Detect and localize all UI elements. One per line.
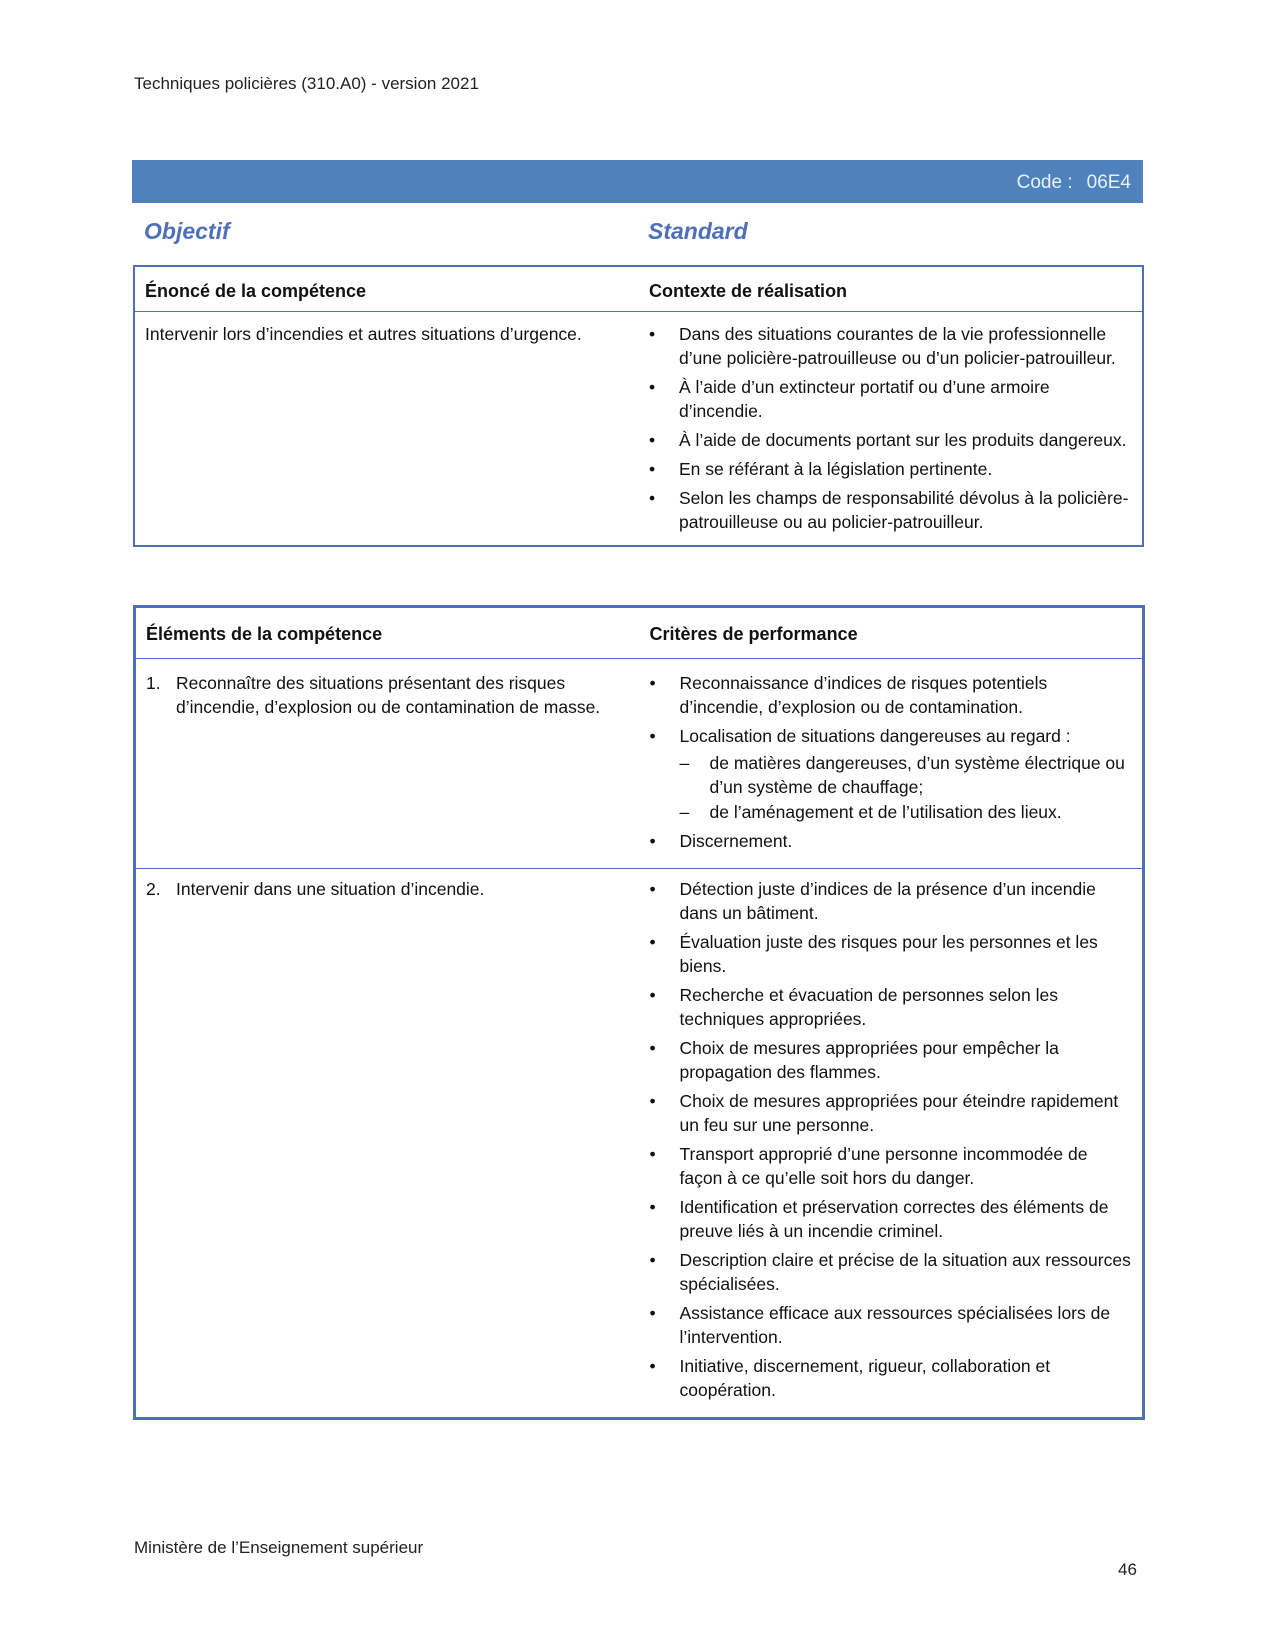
criterion-item: • Identification et préservation correctes des éléments de preuve liés à un incendie criminel. (650, 1195, 1133, 1243)
criterion-item: • Reconnaissance d’indices de risques potentiels d’incendie, d’explosion ou de contamination. (650, 671, 1133, 719)
criterion-text: Localisation de situations dangereuses au regard : (679, 726, 1071, 746)
element-item (146, 877, 630, 901)
elements-heading: Éléments de la compétence (135, 607, 640, 659)
criterion-item: • Évaluation juste des risques pour les personnes et les biens. (650, 930, 1133, 978)
sub-criterion-item: – de l’aménagement et de l’utilisation des lieux. (680, 800, 1133, 824)
code-value: 06E4 (1086, 172, 1131, 193)
competence-statement: Intervenir lors d’incendies et autres situations d’urgence. (145, 324, 582, 344)
context-item: • À l’aide de documents portant sur les produits dangereux. (649, 428, 1132, 452)
criterion-item: • Choix de mesures appropriées pour empêcher la propagation des flammes. (650, 1036, 1133, 1084)
element-cell (135, 659, 640, 869)
sub-criterion-item: – de matières dangereuses, d’un système électrique ou d’un système de chauffage; (680, 751, 1133, 799)
criterion-item: • Description claire et précise de la situation aux ressources spécialisées. (650, 1248, 1133, 1296)
criterion-item (650, 724, 1133, 824)
criterion-item: • Recherche et évacuation de personnes selon les techniques appropriées. (650, 983, 1133, 1031)
context-cell (639, 312, 1143, 547)
criteria-cell (640, 659, 1144, 869)
criterion-item: • Initiative, discernement, rigueur, collaboration et coopération. (650, 1354, 1133, 1402)
objective-heading: Objectif (144, 218, 230, 244)
element-item (146, 671, 630, 719)
elements-table (133, 605, 1145, 1420)
sub-criteria-list (680, 751, 1133, 824)
competence-table (133, 265, 1144, 547)
document-header: Techniques policières (310.A0) - version 2021 (134, 74, 479, 93)
criterion-item: • Discernement. (650, 829, 1133, 853)
criteria-list (650, 877, 1133, 1402)
context-item: • Selon les champs de responsabilité dévolus à la policière-patrouilleuse ou au policier-patrouilleur. (649, 486, 1132, 534)
element-number: 1. (146, 673, 161, 693)
context-item: • Dans des situations courantes de la vie professionnelle d’une policière-patrouilleuse ou d’un policier-patrouilleur. (649, 322, 1132, 370)
code-label: Code : (1016, 172, 1073, 193)
criteria-heading: Critères de performance (640, 607, 1144, 659)
footer-ministry: Ministère de l’Enseignement supérieur (134, 1538, 424, 1557)
element-cell (135, 869, 640, 1419)
criterion-item: • Détection juste d’indices de la présence d’un incendie dans un bâtiment. (650, 877, 1133, 925)
code-bar (132, 160, 1143, 203)
element-label: Reconnaître des situations présentant des risques d’incendie, d’explosion ou de contamination de masse. (176, 673, 601, 717)
context-item: • En se référant à la législation pertinente. (649, 457, 1132, 481)
competence-statement-heading: Énoncé de la compétence (134, 266, 639, 312)
element-number: 2. (146, 879, 161, 899)
context-heading: Contexte de réalisation (639, 266, 1143, 312)
element-label: Intervenir dans une situation d’incendie. (176, 879, 485, 899)
criteria-list (650, 671, 1133, 853)
competency-code (1017, 172, 1131, 194)
page-number: 46 (1118, 1560, 1137, 1579)
context-list (649, 322, 1132, 534)
criterion-item: • Assistance efficace aux ressources spécialisées lors de l’intervention. (650, 1301, 1133, 1349)
criterion-item: • Transport approprié d’une personne incommodée de façon à ce qu’elle soit hors du danger. (650, 1142, 1133, 1190)
criterion-item: • Choix de mesures appropriées pour éteindre rapidement un feu sur une personne. (650, 1089, 1133, 1137)
context-item: • À l’aide d’un extincteur portatif ou d’une armoire d’incendie. (649, 375, 1132, 423)
standard-heading: Standard (648, 218, 748, 244)
criteria-cell (640, 869, 1144, 1419)
